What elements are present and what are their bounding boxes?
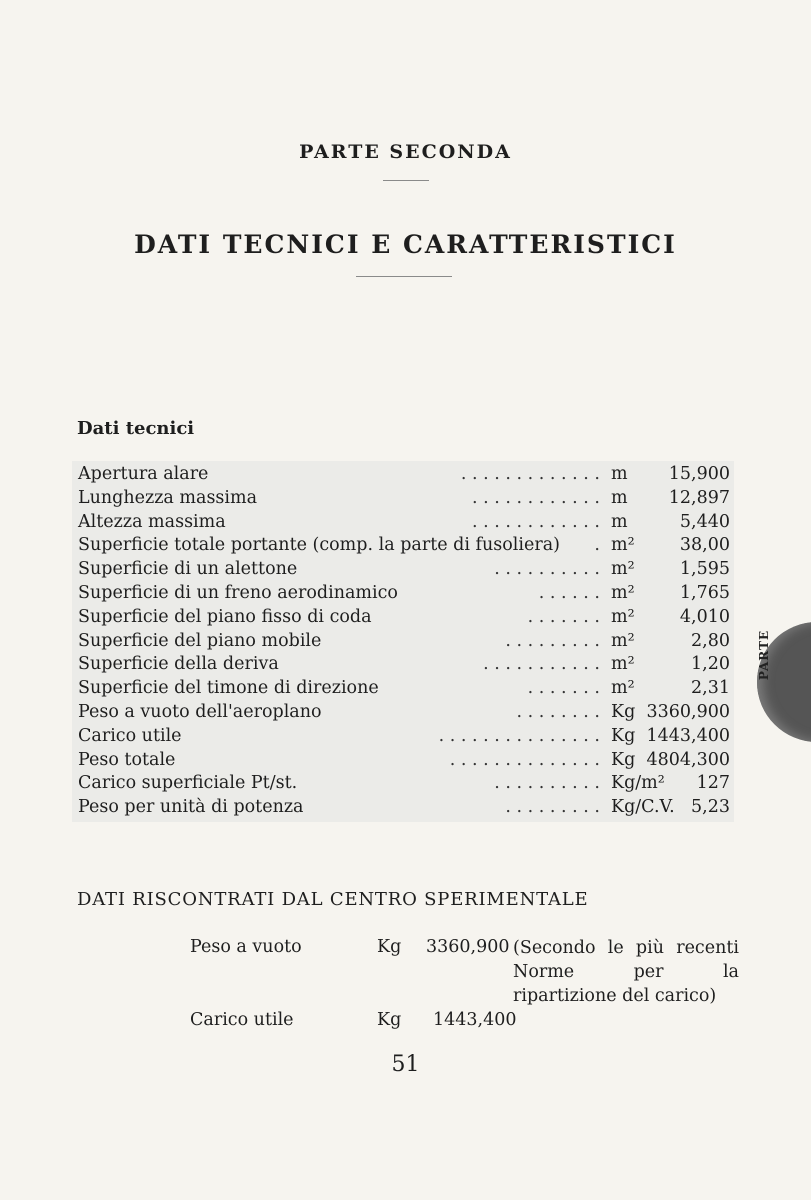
table-row: [72, 487, 734, 511]
table-row: [72, 725, 734, 749]
row-label: Carico utile: [78, 725, 182, 746]
row-unit: Kg/C.V.: [611, 797, 675, 818]
row-label: Carico superficiale Pt/st.: [78, 773, 298, 794]
leader-dots: . . . . . . . . . . . . . . .: [438, 725, 600, 746]
row-unit: Kg: [611, 725, 636, 746]
leader-dots: . . . . . . . . . . . . .: [460, 464, 600, 484]
row-label: Superficie del timone di direzione: [78, 678, 379, 699]
table-row: [72, 772, 734, 796]
experimental-label: Carico utile: [190, 1010, 294, 1030]
row-value: 5,440: [679, 511, 730, 532]
row-unit: Kg: [611, 749, 636, 770]
row-unit: Kg: [611, 701, 636, 722]
row-value: 12,897: [668, 487, 730, 508]
row-label: Peso per unità di potenza: [78, 797, 304, 818]
leader-dots: . . . . . . .: [527, 606, 600, 627]
row-value: 38,00: [679, 535, 730, 556]
experimental-value: 3360,900: [426, 937, 510, 957]
experimental-heading: DATI RISCONTRATI DAL CENTRO SPERIMENTALE: [77, 889, 589, 910]
row-label: Lunghezza massima: [78, 487, 258, 508]
part-title: PARTE SECONDA: [299, 141, 512, 163]
leader-dots: . . . . . . . . . . . .: [472, 487, 600, 508]
row-value: 4,010: [679, 606, 730, 627]
row-value: 127: [696, 773, 730, 794]
row-value: 1443,400: [646, 725, 730, 746]
table-row: [72, 701, 734, 725]
table-row: [72, 653, 734, 677]
table-row: [72, 511, 734, 535]
row-value: 1,765: [679, 582, 730, 603]
leader-dots: . . . . . . . . .: [505, 797, 600, 818]
row-unit: m: [611, 511, 628, 532]
row-unit: m²: [611, 582, 635, 603]
main-title: DATI TECNICI E CARATTERISTICI: [134, 230, 677, 259]
technical-data-table: [72, 461, 734, 822]
table-row: [72, 558, 734, 582]
table-row: [72, 582, 734, 606]
section-thumb-tab-label: PARTE: [757, 629, 771, 681]
row-value: 15,900: [668, 464, 730, 484]
row-label: Superficie del piano fisso di coda: [78, 606, 372, 627]
row-value: 1,595: [679, 559, 730, 580]
row-unit: m²: [611, 535, 635, 556]
row-value: 3360,900: [646, 701, 730, 722]
row-label: Altezza massima: [78, 511, 226, 532]
table-row: [72, 534, 734, 558]
main-title-divider: [356, 276, 452, 277]
page-number: 51: [391, 1052, 420, 1077]
experimental-label: Peso a vuoto: [190, 937, 302, 957]
row-value: 4804,300: [646, 749, 730, 770]
row-label: Superficie di un freno aerodinamico: [78, 582, 398, 603]
row-unit: m: [611, 487, 628, 508]
leader-dots: .: [594, 535, 600, 556]
row-value: 5,23: [691, 797, 730, 818]
row-label: Superficie totale portante (comp. la parte di fusoliera): [78, 535, 560, 556]
row-unit: m²: [611, 678, 635, 699]
experimental-unit: Kg: [377, 1010, 402, 1030]
leader-dots: . . . . . . . . .: [505, 630, 600, 651]
table-row: [72, 630, 734, 654]
row-unit: m²: [611, 606, 635, 627]
row-label: Apertura alare: [78, 464, 209, 484]
leader-dots: . . . . . . . .: [516, 701, 600, 722]
leader-dots: . . . . . . . . . .: [494, 559, 600, 580]
leader-dots: . . . . . . . . . . . .: [472, 511, 600, 532]
row-value: 2,80: [691, 630, 730, 651]
experimental-unit: Kg: [377, 937, 402, 957]
row-value: 1,20: [691, 654, 730, 675]
table-row: [72, 749, 734, 773]
row-unit: Kg/m²: [611, 773, 665, 794]
leader-dots: . . . . . .: [538, 582, 600, 603]
experimental-note: (Secondo le più recenti Norme per la ripartizione del carico): [513, 938, 739, 1006]
leader-dots: . . . . . . . . . . . . . .: [449, 749, 600, 770]
table-row: [72, 463, 734, 487]
row-unit: m²: [611, 654, 635, 675]
row-label: Peso a vuoto dell'aeroplano: [78, 701, 322, 722]
row-unit: m: [611, 464, 628, 484]
row-value: 2,31: [691, 678, 730, 699]
row-unit: m²: [611, 559, 635, 580]
row-label: Superficie di un alettone: [78, 559, 298, 580]
table-row: [72, 606, 734, 630]
leader-dots: . . . . . . . . . . .: [483, 654, 600, 675]
leader-dots: . . . . . . .: [527, 678, 600, 699]
title-divider: [383, 180, 429, 181]
leader-dots: . . . . . . . . . .: [494, 773, 600, 794]
row-label: Superficie del piano mobile: [78, 630, 322, 651]
row-label: Superficie della deriva: [78, 654, 279, 675]
row-unit: m²: [611, 630, 635, 651]
row-label: Peso totale: [78, 749, 176, 770]
section-heading: Dati tecnici: [77, 418, 195, 439]
table-row: [72, 796, 734, 820]
experimental-value: 1443,400: [433, 1010, 517, 1030]
table-row: [72, 677, 734, 701]
